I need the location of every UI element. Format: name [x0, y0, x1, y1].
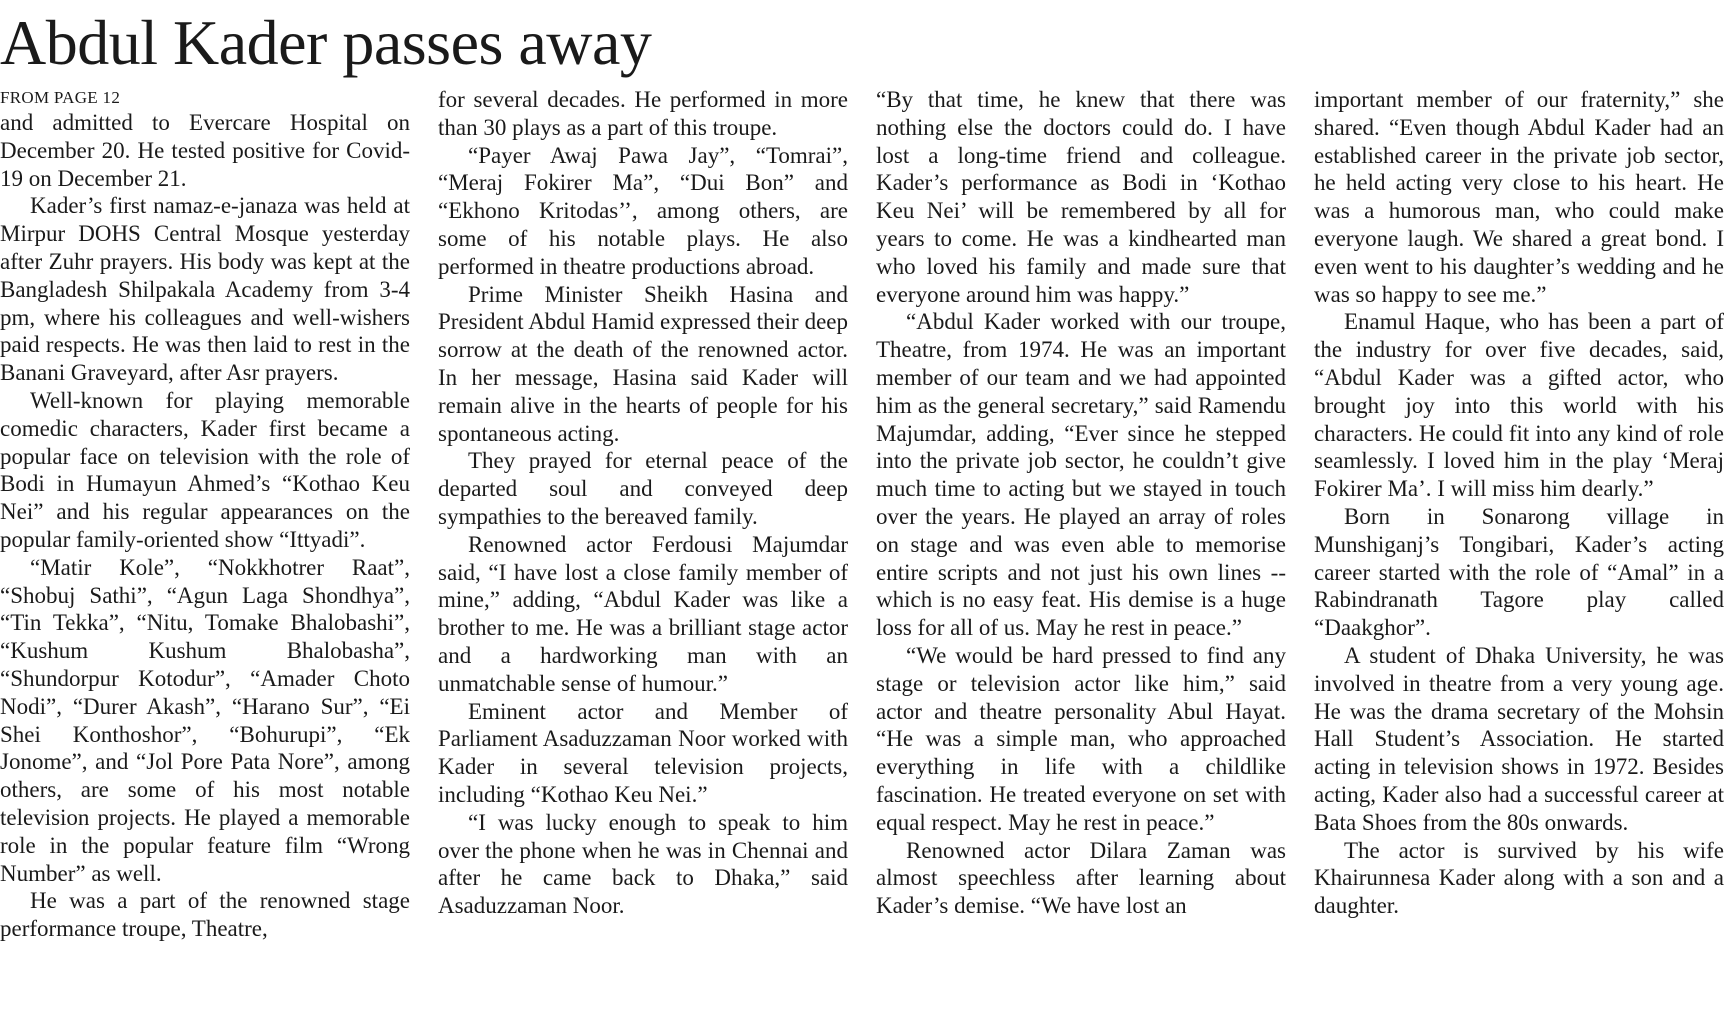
paragraph: “I was lucky enough to speak to him over the phone when he was in Chennai and after he came back to Dhaka,” said Asaduzzaman Noor. — [438, 809, 848, 919]
paragraph: Prime Minister Sheikh Hasina and President Abdul Hamid expressed their deep sorrow at the death of the renowned actor. In her message, Hasina said Kader will remain alive in the hearts of people for his spontaneous acting. — [438, 281, 848, 446]
paragraph: “Matir Kole”, “Nokkhotrer Raat”, “Shobuj Sathi”, “Agun Laga Shondhya”, “Tin Tekka”, “Nitu, Tomake Bhalobashi”, “Kushum Kushum Bhalobasha”, “Shundorpur Kotodur”, “Amader Choto Nodi”, “Durer Akash”, “Harano Sur”, “Ei Shei Konthoshor”, “Bohurupi”, “Ek Jonome”, and “Jol Pore Pata Nore”, among others, are some of his most notable television projects. He played a memorable role in the popular feature film “Wrong Number” as well. — [0, 554, 410, 886]
continued-from-kicker: FROM PAGE 12 — [0, 88, 121, 107]
paragraph: Eminent actor and Member of Parliament Asaduzzaman Noor worked with Kader in several television projects, including “Kothao Keu Nei.” — [438, 698, 848, 807]
paragraph: Well-known for playing memorable comedic characters, Kader first became a popular face on television with the role of Bodi in Humayun Ahmed’s “Kothao Keu Nei” and his regular appearances on the popular family-oriented show “Ittyadi”. — [0, 387, 410, 552]
article-column-1 — [0, 86, 410, 1026]
paragraph: He was a part of the renowned stage performance troupe, Theatre, — [0, 888, 410, 942]
paragraph: “By that time, he knew that there was nothing else the doctors could do. I have lost a long-time friend and colleague. Kader’s performance as Bodi in ‘Kothao Keu Nei’ will be remembered by all for years to come. He was a kindhearted man who loved his family and made sure that everyone around him was happy.” — [876, 87, 1286, 307]
paragraph: “We would be hard pressed to find any stage or television actor like him,” said actor and theatre personality Abul Hayat. “He was a simple man, who approached everything in life with a childlike fascination. He treated everyone on set with equal respect. May he rest in peace.” — [876, 642, 1286, 835]
paragraph: Renowned actor Ferdousi Majumdar said, “I have lost a close family member of mine,” adding, “Abdul Kader was like a brother to me. He was a brilliant stage actor and a hardworking man with an unmatchable sense of humour.” — [438, 531, 848, 696]
paragraph: Kader’s first namaz-e-janaza was held at Mirpur DOHS Central Mosque yesterday after Zuhr prayers. His body was kept at the Bangladesh Shilpakala Academy from 3-4 pm, where his colleagues and well-wishers paid respects. He was then laid to rest in the Banani Graveyard, after Asr prayers. — [0, 193, 410, 386]
paragraph: Enamul Haque, who has been a part of the industry for over five decades, said, “Abdul Kader was a gifted actor, who brought joy into this world with his characters. He could fit into any kind of role seamlessly. I loved him in the play ‘Meraj Fokirer Ma’. I will miss him dearly.” — [1314, 309, 1724, 502]
paragraph: and admitted to Evercare Hospital on December 20. He tested positive for Covid-19 on December 21. — [0, 110, 410, 191]
paragraph: for several decades. He performed in more than 30 plays as a part of this troupe. — [438, 87, 848, 140]
paragraph: The actor is survived by his wife Khairunnesa Kader along with a son and a daughter. — [1314, 837, 1724, 919]
article-column-4 — [1314, 86, 1724, 1026]
paragraph: Renowned actor Dilara Zaman was almost speechless after learning about Kader’s demise. “We have lost an — [876, 837, 1286, 919]
article-column-3 — [876, 86, 1286, 1026]
paragraph: They prayed for eternal peace of the departed soul and conveyed deep sympathies to the bereaved family. — [438, 448, 848, 529]
headline: Abdul Kader passes away — [0, 7, 652, 78]
article-column-2 — [438, 86, 848, 1026]
paragraph: Born in Sonarong village in Munshiganj’s Tongibari, Kader’s acting career started with the role of “Amal” in a Rabindranath Tagore play called “Daakghor”. — [1314, 503, 1724, 641]
paragraph: important member of our fraternity,” she shared. “Even though Abdul Kader had an established career in the private job sector, he held acting very close to his heart. He was a humorous man, who could make everyone laugh. We shared a great bond. I even went to his daughter’s wedding and he was so happy to see me.” — [1314, 87, 1724, 307]
paragraph: “Payer Awaj Pawa Jay”, “Tomrai”, “Meraj Fokirer Ma”, “Dui Bon” and “Ekhono Kritodas’’, among others, are some of his notable plays. He also performed in theatre productions abroad. — [438, 142, 848, 279]
paragraph: “Abdul Kader worked with our troupe, Theatre, from 1974. He was an important member of our team and we had appointed him as the general secretary,” said Ramendu Majumdar, adding, “Ever since he stepped into the private job sector, he couldn’t give much time to acting but we stayed in touch over the years. He played an array of roles on stage and was even able to memorise entire scripts and not just his own lines -- which is no easy feat. His demise is a huge loss for all of us. May he rest in peace.” — [876, 309, 1286, 641]
paragraph: A student of Dhaka University, he was involved in theatre from a very young age. He was the drama secretary of the Mohsin Hall Student’s Association. He started acting in television shows in 1972. Besides acting, Kader also had a successful career at Bata Shoes from the 80s onwards. — [1314, 642, 1724, 835]
